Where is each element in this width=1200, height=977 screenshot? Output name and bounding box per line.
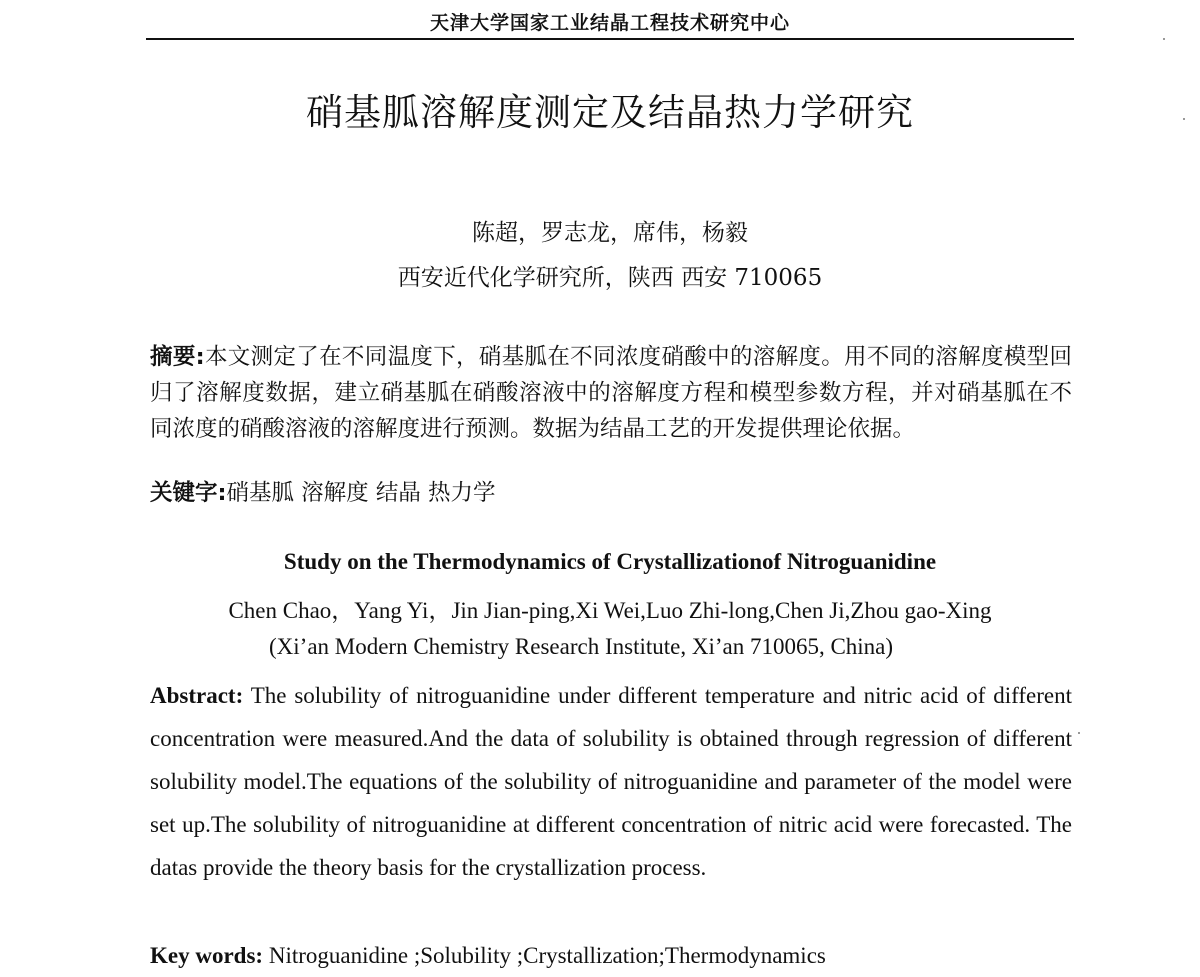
keywords-cn: [150, 475, 1072, 511]
keywords-cn-separator: :: [217, 480, 227, 506]
keywords-cn-label: 关键字: [150, 480, 218, 506]
abstract-en: [150, 674, 1072, 889]
abstract-en-label: Abstract:: [150, 683, 244, 708]
abstract-en-text: The solubility of nitroguanidine under different temperature and nitric acid of different concentration were measured.And the data of solubility is obtained through regression of different solubility model.The equations of the solubility of nitroguanidine and parameter of the model were set up.The solubility of nitroguanidine at different concentration of nitric acid were forecasted. The datas provide the theory basis for the crystallization process.: [150, 683, 1072, 880]
scan-speck: [1078, 732, 1080, 734]
running-header: 天津大学国家工业结晶工程技术研究中心: [429, 12, 790, 34]
keywords-en: [150, 934, 1072, 977]
keywords-cn-text: 硝基胍 溶解度 结晶 热力学: [226, 480, 496, 506]
affiliation-cn: 西安近代化学研究所，陕西 西安 710065: [397, 265, 823, 291]
paper-title-en: Study on the Thermodynamics of Crystallizationof Nitroguanidine: [283, 549, 937, 574]
paper-title-cn: 硝基胍溶解度测定及结晶热力学研究: [306, 91, 914, 134]
abstract-cn-label: 摘要: [150, 344, 196, 370]
keywords-en-label: Key words:: [150, 943, 264, 968]
abstract-cn: [150, 339, 1072, 447]
abstract-cn-text: 本文测定了在不同温度下，硝基胍在不同浓度硝酸中的溶解度。用不同的溶解度模型回归了溶解度数据，建立硝基胍在硝酸溶液中的溶解度方程和模型参数方程，并对硝基胍在不同浓度的硝酸溶液的溶解度进行预测。数据为结晶工艺的开发提供理论依据。: [150, 344, 1072, 442]
scan-speck: [1183, 118, 1185, 120]
authors-en: Chen Chao，Yang Yi，Jin Jian-ping,Xi Wei,Luo Zhi-long,Chen Ji,Zhou gao-Xing: [228, 598, 992, 623]
header-divider: [146, 38, 1074, 40]
abstract-cn-separator: :: [195, 344, 205, 370]
affiliation-en: (Xi’an Modern Chemistry Research Institute, Xi’an 710065, China): [269, 634, 894, 659]
authors-cn: 陈超，罗志龙，席伟，杨毅: [472, 220, 748, 246]
scan-speck: [1163, 38, 1165, 40]
keywords-en-text: Nitroguanidine ;Solubility ;Crystallization;Thermodynamics: [268, 943, 826, 968]
